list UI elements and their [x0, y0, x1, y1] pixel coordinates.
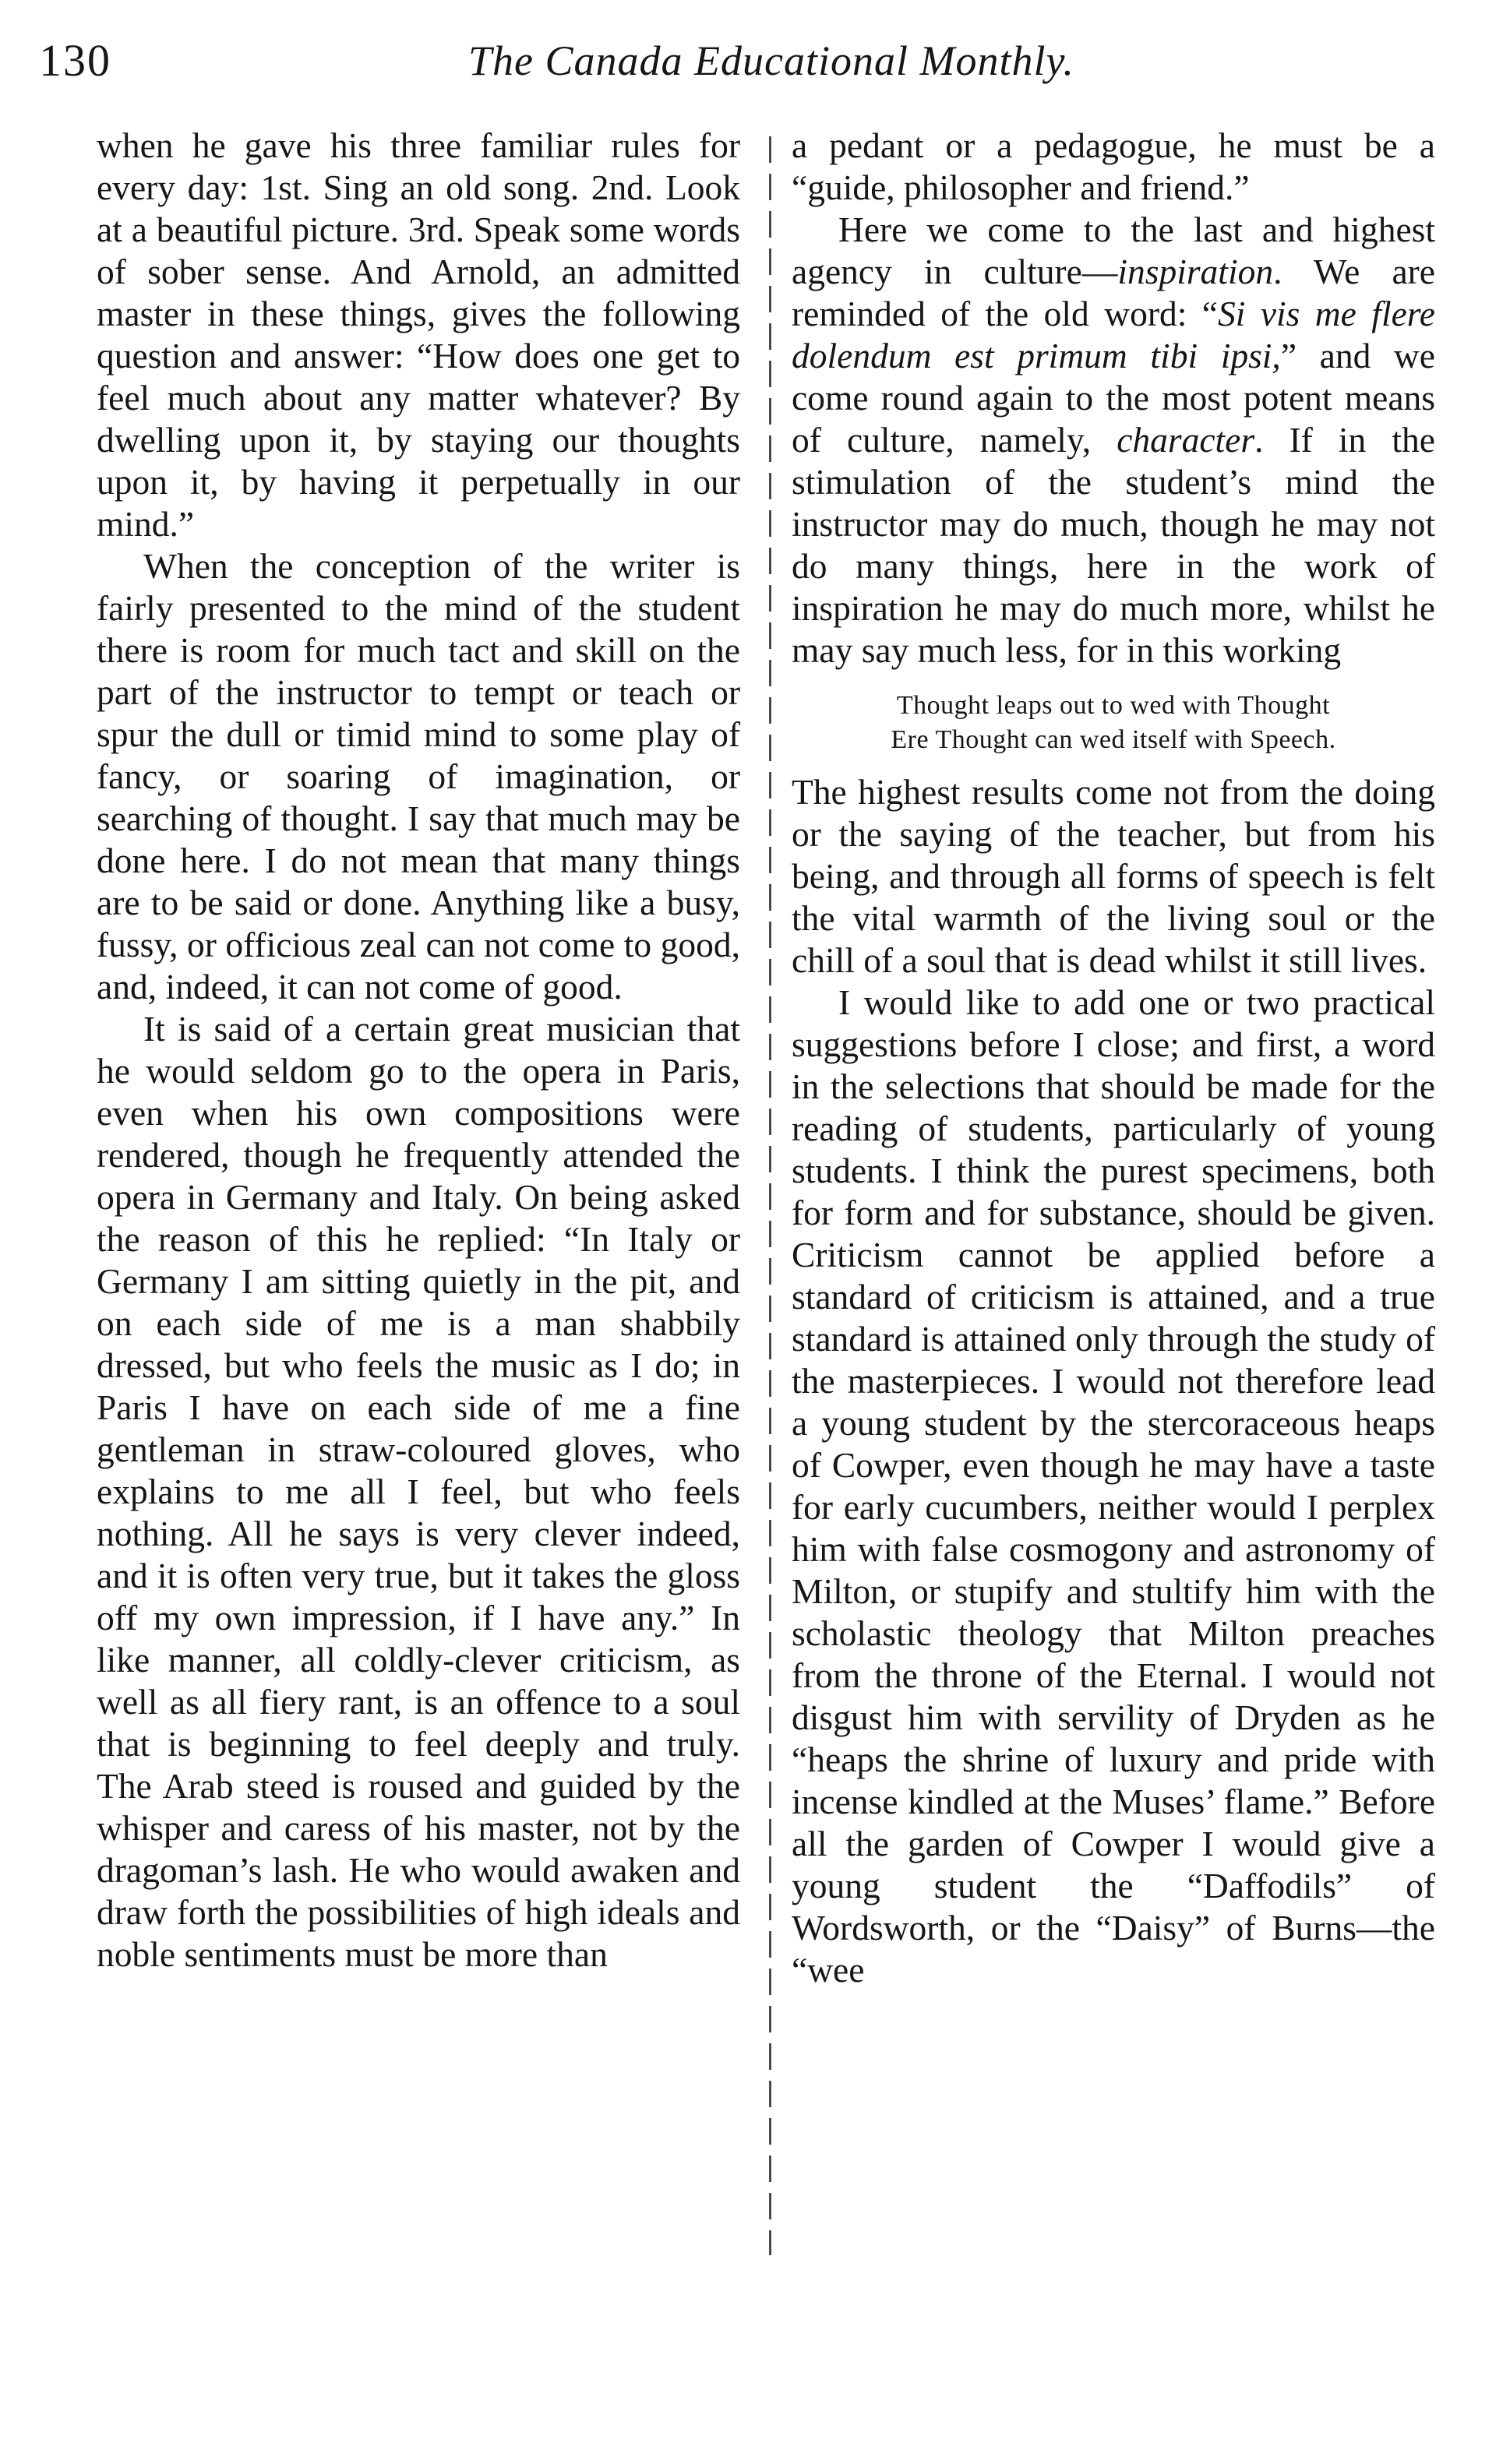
text-segment: Here we come to the last and highest agency in culture— — [792, 210, 1435, 291]
left-paragraph-3: It is said of a certain great musician that he would seldom go to the opera in Paris, even when his own compositions were rendered, though he frequently attended the opera in Germany and Italy. On being asked the reason of this he replied: “In Italy or Germany I am sitting quietly in the pit, and on each side of me is a man shabbily dressed, but who feels the music as I do; in Paris I have on each side of me a fine gentleman in straw-coloured gloves, who explains to me all I feel, but who feels nothing. All he says is very clever indeed, and it is often very true, but it takes the gloss off my own impression, if I have any.” In like manner, all coldly-clever criticism, as well as all fiery rant, is an offence to a soul that is beginning to feel deeply and truly. The Arab steed is roused and guided by the whisper and caress of his master, not by the dragoman’s lash. He who would awaken and draw forth the possibilities of high ideals and noble sentiments must be more than — [97, 1009, 740, 1974]
verse-line-2: Ere Thought can wed itself with Speech. — [891, 725, 1336, 754]
left-paragraph-1: when he gave his three familiar rules for every day: 1st. Sing an old song. 2nd. Look at a beautiful picture. 3rd. Speak some words of sober sense. And Arnold, an admitted master in these things, gives the following question and answer: “How does one get to feel much about any matter whatever? By dwelling upon it, by staying our thoughts upon it, by having it perpetually in our mind.” — [97, 125, 740, 544]
emphasis-character: character — [1117, 420, 1255, 460]
page-header — [0, 30, 1510, 92]
right-paragraph-1: a pedant or a pedagogue, he must be a “guide, philosopher and friend.” — [792, 125, 1435, 207]
right-paragraph-4: I would like to add one or two practical suggestions before I close; and first, a word in the selections that should be made for the reading of students, particularly of young students. I think the purest specimens, both for form and for substance, should be given. Criticism cannot be applied before a standard of criticism is attained, and a true standard is attained only through the study of the masterpieces. I would not therefore lead a young student by the stercoraceous heaps of Cowper, even though he may have a taste for early cucumbers, neither would I perplex him with false cosmogony and astronomy of Milton, or stupify and stultify him with the scholastic theology that Milton preaches from the throne of the Eternal. I would not disgust him with servility of Dryden as he “heaps the shrine of luxury and pride with incense kindled at the Muses’ flame.” Before all the garden of Cowper I would give a young student the “Daffodils” of Wordsworth, or the “Daisy” of Burns—the “wee — [792, 982, 1435, 1990]
running-title: The Canada Educational Monthly. — [468, 37, 1074, 84]
left-column — [97, 125, 740, 1976]
left-paragraph-2: When the conception of the writer is fairly presented to the mind of the student there is room for much tact and skill on the part of the instructor to tempt or teach or spur the dull or timid mind to some play of fancy, or soaring of imagination, or searching of thought. I say that much may be done here. I do not mean that many things are to be said or done. Anything like a busy, fussy, or officious zeal can not come to good, and, indeed, it can not come of good. — [97, 546, 740, 1006]
right-paragraph-2 — [792, 209, 1435, 672]
emphasis-inspiration: inspiration — [1117, 252, 1274, 291]
verse-quotation — [792, 689, 1435, 757]
latin-quotation: Si vis me flere dolendum est primum tibi ipsi, — [792, 294, 1435, 375]
right-column — [792, 125, 1435, 1991]
text-segment: . We are reminded of the old word: “ — [792, 252, 1435, 333]
verse-line-1: Thought leaps out to wed with Thought — [896, 691, 1331, 720]
text-segment: . If in the stimulation of the student’s mind the instructor may do much, though he may not do many things, here in the work of inspiration he may do much more, whilst he may say much less, for in this working — [792, 420, 1435, 670]
page-number: 130 — [39, 35, 111, 86]
right-paragraph-3: The highest results come not from the doing or the saying of the teacher, but from his being, and through all forms of speech is felt the vital warmth of the living soul or the chill of a soul that is dead whilst it still lives. — [792, 772, 1435, 980]
column-divider — [769, 136, 771, 2255]
text-segment: ” and we come round again to the most potent means of culture, namely, — [792, 336, 1435, 460]
